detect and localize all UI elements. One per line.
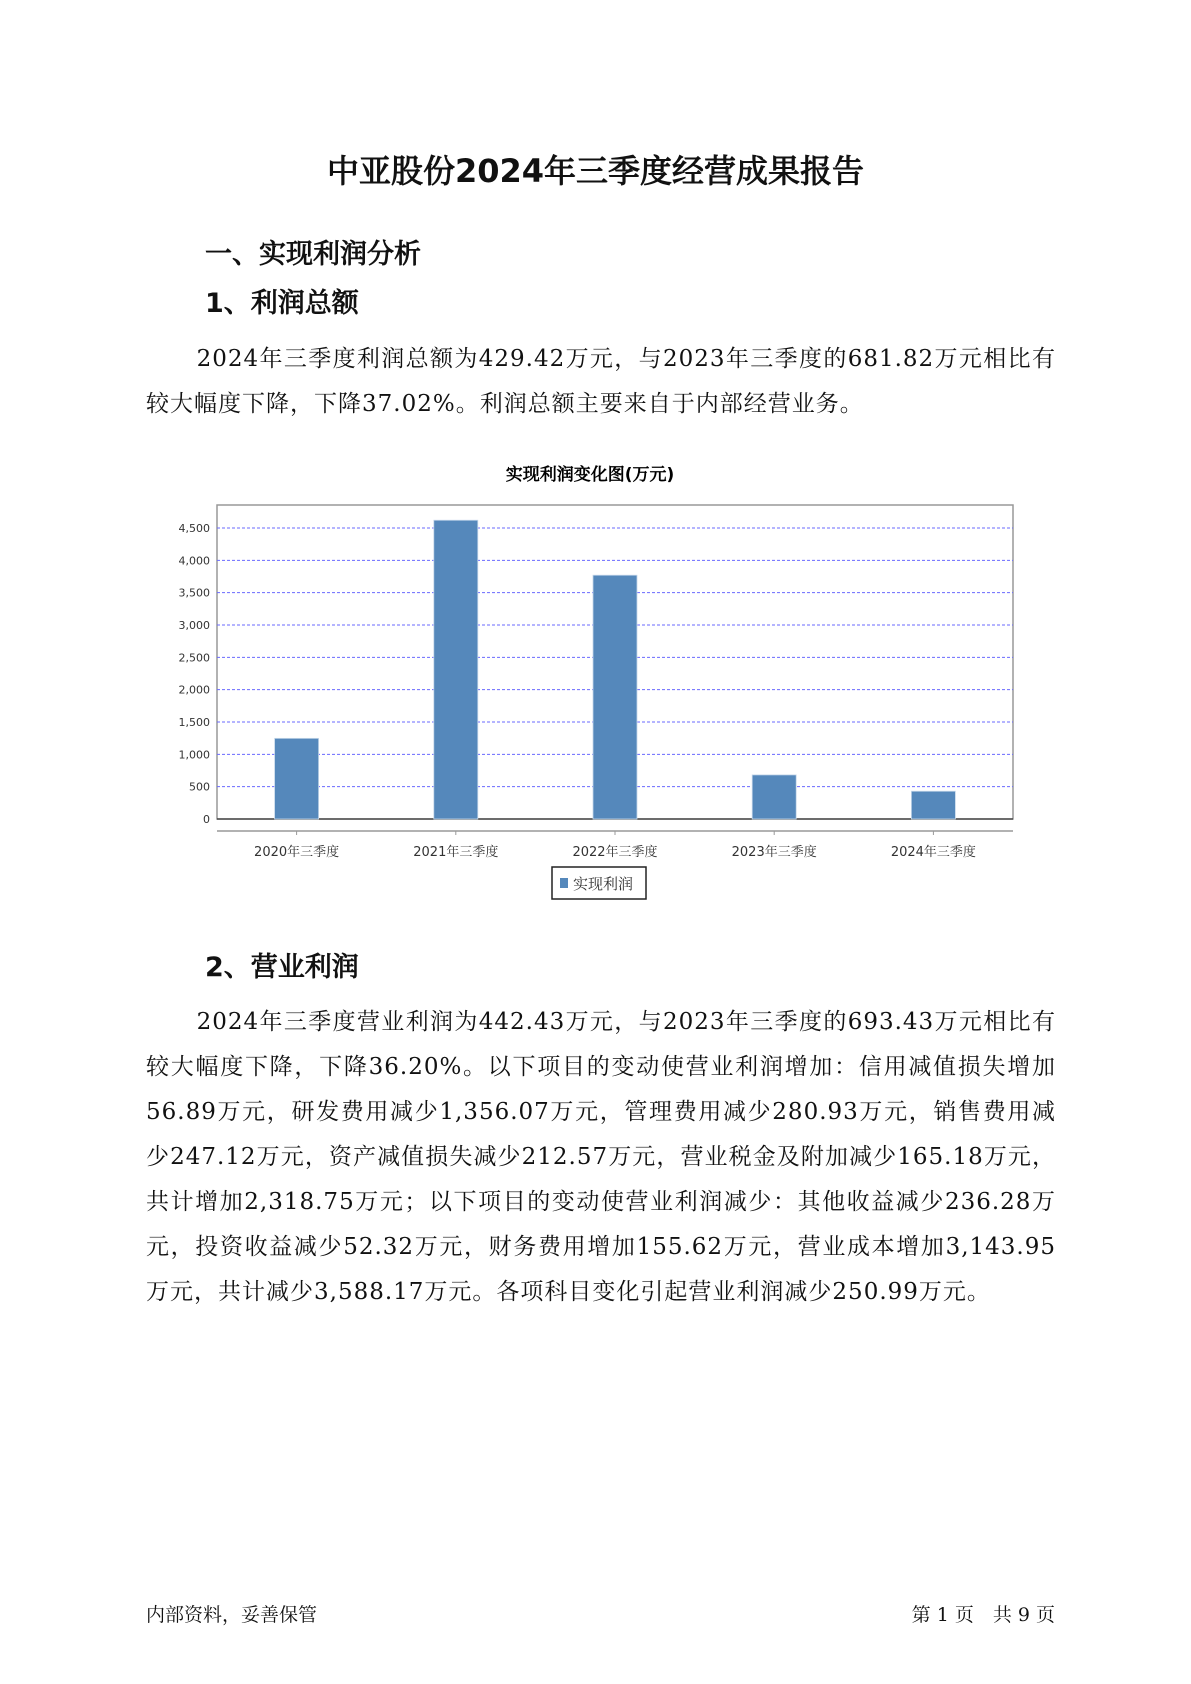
footer-confidential: 内部资料，妥善保管: [146, 1604, 318, 1626]
y-tick-label: 3,500: [178, 586, 210, 600]
x-tick-label: 2022年三季度: [572, 845, 658, 860]
y-tick-label: 500: [189, 780, 210, 794]
bar: [752, 775, 796, 819]
y-tick-label: 2,000: [178, 683, 210, 697]
y-tick-label: 2,500: [178, 651, 210, 665]
y-tick-label: 1,500: [178, 716, 210, 729]
paragraph-operating-profit: 2024年三季度营业利润为442.43万元，与2023年三季度的693.43万元相比有较大幅度下降，下降36.20%。以下项目的变动使营业利润增加：信用减值损失增加56.89万元，研发费用减少1,356.07万元，管理费用减少280.93万元，销售费用减少247.12万元，资产减值损失减少212.57万元，营业税金及附加减少165.18万元，共计增加2,318.75万元；以下项目的变动使营业利润减少：其他收益减少236.28万元，投资收益减少52.32万元，财务费用增加155.62万元，营业成本增加3,143.95万元，共计减少3,588.17万元。各项科目变化引起营业利润减少250.99万元。: [146, 1009, 1056, 1305]
y-tick-label: 0: [203, 813, 210, 826]
subsection-heading-2: 2、营业利润: [205, 952, 359, 983]
x-tick-label: 2024年三季度: [890, 845, 976, 860]
y-tick-label: 4,000: [178, 554, 210, 568]
bar: [593, 575, 637, 819]
legend-swatch: [560, 878, 568, 888]
footer-page-number: 第 1 页 共 9 页: [911, 1604, 1055, 1626]
profit-bar-chart: [150, 455, 1030, 915]
subsection-heading: 1、利润总额: [205, 288, 359, 319]
section-heading: 一、实现利润分析: [205, 239, 421, 270]
bar: [275, 738, 319, 819]
y-tick-label: 3,000: [178, 619, 210, 632]
paragraph-total-profit: 2024年三季度利润总额为429.42万元，与2023年三季度的681.82万元相比有较大幅度下降，下降37.02%。利润总额主要来自于内部经营业务。: [146, 346, 1056, 417]
x-tick-label: 2021年三季度: [413, 845, 499, 860]
y-tick-label: 4,500: [178, 522, 210, 535]
legend-label: 实现利润: [573, 875, 634, 893]
y-tick-label: 1,000: [178, 748, 210, 762]
bar: [434, 520, 478, 819]
x-tick-label: 2020年三季度: [254, 845, 340, 860]
x-tick-label: 2023年三季度: [731, 845, 817, 860]
bar: [911, 791, 955, 819]
report-title: 中亚股份2024年三季度经营成果报告: [326, 152, 865, 190]
chart-title: 实现利润变化图(万元): [505, 465, 675, 485]
